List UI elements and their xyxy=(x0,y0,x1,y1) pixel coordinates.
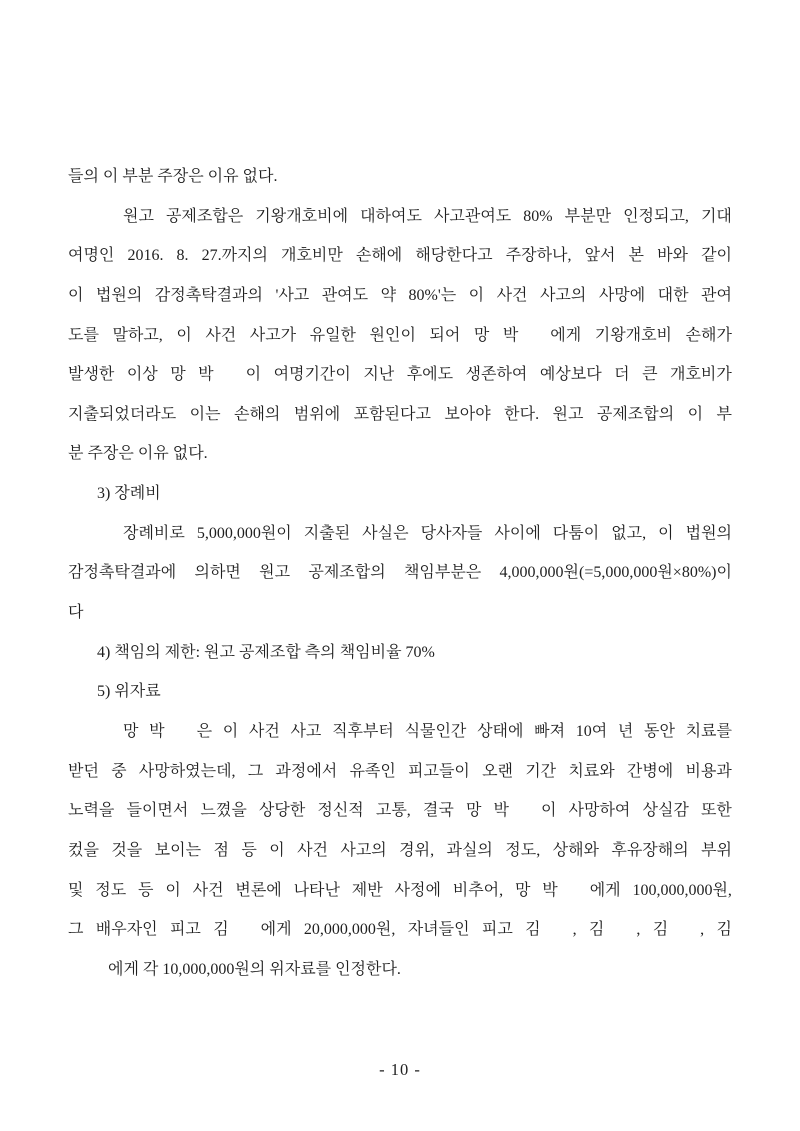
text-line: 노력을 들이면서 느꼈을 상당한 정신적 고통, 결국 망 박 이 사망하여 상실감 또한 xyxy=(68,802,732,820)
text-line: 및 정도 등 이 사건 변론에 나타난 제반 사정에 비추어, 망 박 에게 100,000,000원, xyxy=(68,881,732,899)
text-line: 여명인 2016. 8. 27.까지의 개호비만 손해에 해당한다고 주장하나, 앞서 본 바와 같이 xyxy=(68,247,732,265)
document-body xyxy=(68,157,732,989)
text-line: 이 법원의 감정촉탁결과의 '사고 관여도 약 80%'는 이 사건 사고의 사망에 대한 관여 xyxy=(68,286,732,304)
text-line: 그 배우자인 피고 김 에게 20,000,000원, 자녀들인 피고 김 , 김 , 김 , 김 xyxy=(68,921,732,939)
section-heading-funeral-costs: 3) 장례비 xyxy=(97,485,161,503)
text-line: 도를 말하고, 이 사건 사고가 유일한 원인이 되어 망 박 에게 기왕개호비 손해가 xyxy=(68,326,732,344)
text-line: 받던 중 사망하였는데, 그 과정에서 유족인 피고들이 오랜 기간 치료와 간병에 비용과 xyxy=(68,762,732,780)
text-line: 망 박 은 이 사건 사고 직후부터 식물인간 상태에 빠져 10여 년 동안 치료를 xyxy=(123,722,732,740)
text-line: 다 xyxy=(68,604,84,622)
text-line: 발생한 이상 망 박 이 여명기간이 지난 후에도 생존하여 예상보다 더 큰 개호비가 xyxy=(68,366,732,384)
text-line: 들의 이 부분 주장은 이유 없다. xyxy=(68,168,278,185)
text-line: 감정촉탁결과에 의하면 원고 공제조합의 책임부분은 4,000,000원(=5,000,000원×80%)이 xyxy=(68,564,732,582)
section-heading-consolation-money: 5) 위자료 xyxy=(97,683,161,701)
text-line: 지출되었더라도 이는 손해의 범위에 포함된다고 보아야 한다. 원고 공제조합의 이 부 xyxy=(68,405,732,423)
text-line: 장례비로 5,000,000원이 지출된 사실은 당사자들 사이에 다툼이 없고, 이 법원의 xyxy=(123,524,732,542)
text-line: 분 주장은 이유 없다. xyxy=(68,445,208,463)
text-line: 에게 각 10,000,000원의 위자료를 인정한다. xyxy=(108,960,401,978)
section-heading-liability-limit: 4) 책임의 제한: 원고 공제조합 측의 책임비율 70% xyxy=(97,643,435,661)
page-number: - 10 - xyxy=(379,1060,421,1079)
text-line: 컸을 것을 보이는 점 등 이 사건 사고의 경위, 과실의 정도, 상해와 후유장해의 부위 xyxy=(68,841,732,859)
text-line: 원고 공제조합은 기왕개호비에 대하여도 사고관여도 80% 부분만 인정되고, 기대 xyxy=(123,207,732,225)
